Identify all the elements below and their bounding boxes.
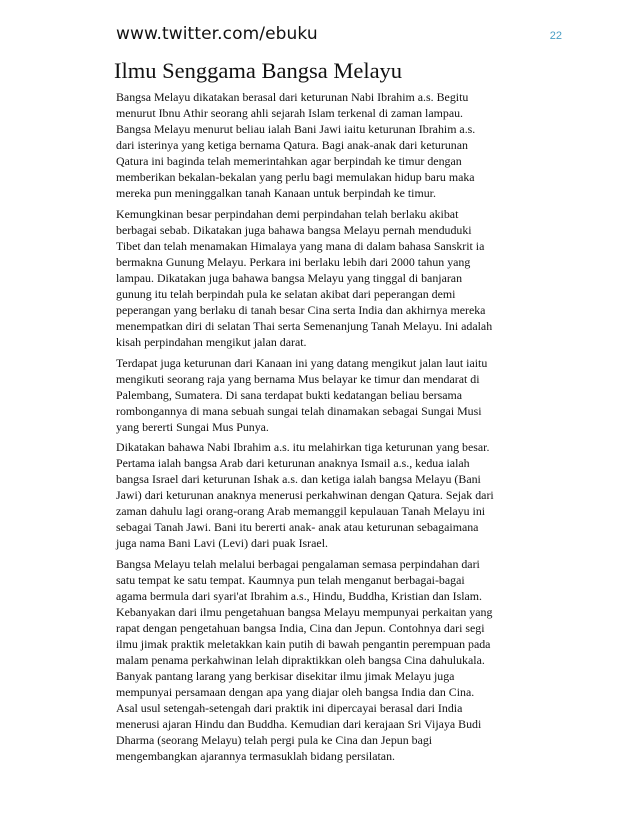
paragraph: Bangsa Melayu dikatakan berasal dari keturunan Nabi Ibrahim a.s. Begitu menurut Ibnu Athir seorang ahli sejarah Islam terkenal di zaman lampau. Bangsa Melayu menurut beliau ialah Bani Jawi iaitu keturunan Ibrahim a.s. dari isterinya yang ketiga bernama Qatura. Bagi anak-anak dari keturunan Qatura ini baginda telah memerintahkan agar berpindah ke timur dengan memberikan bekalan-bekalan yang perlu bagi memulakan hidup baru maka mereka pun meninggalkan tanah Kanaan untuk berpindah ke timur. — [116, 90, 476, 201]
paragraph: Terdapat juga keturunan dari Kanaan ini yang datang mengikut jalan laut iaitu mengikuti seorang raja yang bernama Mus belayar ke timur dan mendarat di Palembang, Sumatera. Di sana terdapat bukti kedatangan beliau bersama rombongannya di mana sebuah sungai telah dinamakan sebagai Sungai Musi yang bererti Sungai Mus Punya. — [116, 355, 488, 434]
header-url: www.twitter.com/ebuku — [116, 24, 318, 44]
document-body — [116, 89, 526, 769]
page-title: Ilmu Senggama Bangsa Melayu — [114, 58, 403, 83]
page-number: 22 — [549, 30, 562, 42]
paragraph: Kemungkinan besar perpindahan demi perpindahan telah berlaku akibat berbagai sebab. Dikatakan juga bahawa bangsa Melayu pernah menduduki Tibet dan telah menamakan Himalaya yang mana di dalam bahasa Sanskrit ia bermakna Gunung Melayu. Perkara ini berlaku lebih dari 2000 tahun yang lampau. Dikatakan juga bahawa bangsa Melayu yang tinggal di banjaran gunung itu telah berpindah pula ke selatan akibat dari peperangan demi peperangan yang berlaku di tanah besar Cina serta India dan akhirnya mereka menempatkan diri di selatan Thai serta Semenanjung Tanah Melayu. Ini adalah kisah perpindahan mengikut jalan darat. — [116, 206, 493, 350]
paragraph: Bangsa Melayu telah melalui berbagai pengalaman semasa perpindahan dari satu tempat ke satu tempat. Kaumnya pun telah menganut berbagai-bagai agama bermula dari syari'at Ibrahim a.s., Hindu, Buddha, Kristian dan Islam. Kebanyakan dari ilmu pengetahuan bangsa Melayu mempunyai perkaitan yang rapat dengan pengetahuan bangsa India, Cina dan Jepun. Contohnya dari segi ilmu jimak praktik meletakkan kain putih di bawah pengantin perempuan pada malam penama perkahwinan lelah dipraktikkan oleh bangsa Cina dahulukala. Banyak pantang larang yang berkisar disekitar ilmu jimak Melayu juga mempunyai persamaan dengan apa yang diajar oleh bangsa India dan Cina. Asal usul setengah-setengah dari praktik ini dipercayai berasal dari India menerusi ajaran Hindu dan Buddha. Kemudian dari kerajaan Sri Vijaya Budi Dharma (seorang Melayu) telah pergi pula ke Cina dan Jepun bagi mengembangkan ajarannya termasuklah bidang persilatan. — [116, 556, 493, 764]
paragraph: Dikatakan bahawa Nabi Ibrahim a.s. itu melahirkan tiga keturunan yang besar. Pertama ialah bangsa Arab dari keturunan anaknya Ismail a.s., kedua ialah bangsa Israel dari keturunan Ishak a.s. dan ketiga ialah bangsa Melayu (Bani Jawi) dari keturunan anaknya menerusi perkahwinan dengan Qatura. Sejak dari zaman dahulu lagi orang-orang Arab memanggil kepulauan Tanah Melayu ini sebagai Tanah Jawi. Bani itu bererti anak- anak atau keturunan sebagaimana juga nama Bani Lavi (Levi) dari puak Israel. — [116, 440, 494, 551]
